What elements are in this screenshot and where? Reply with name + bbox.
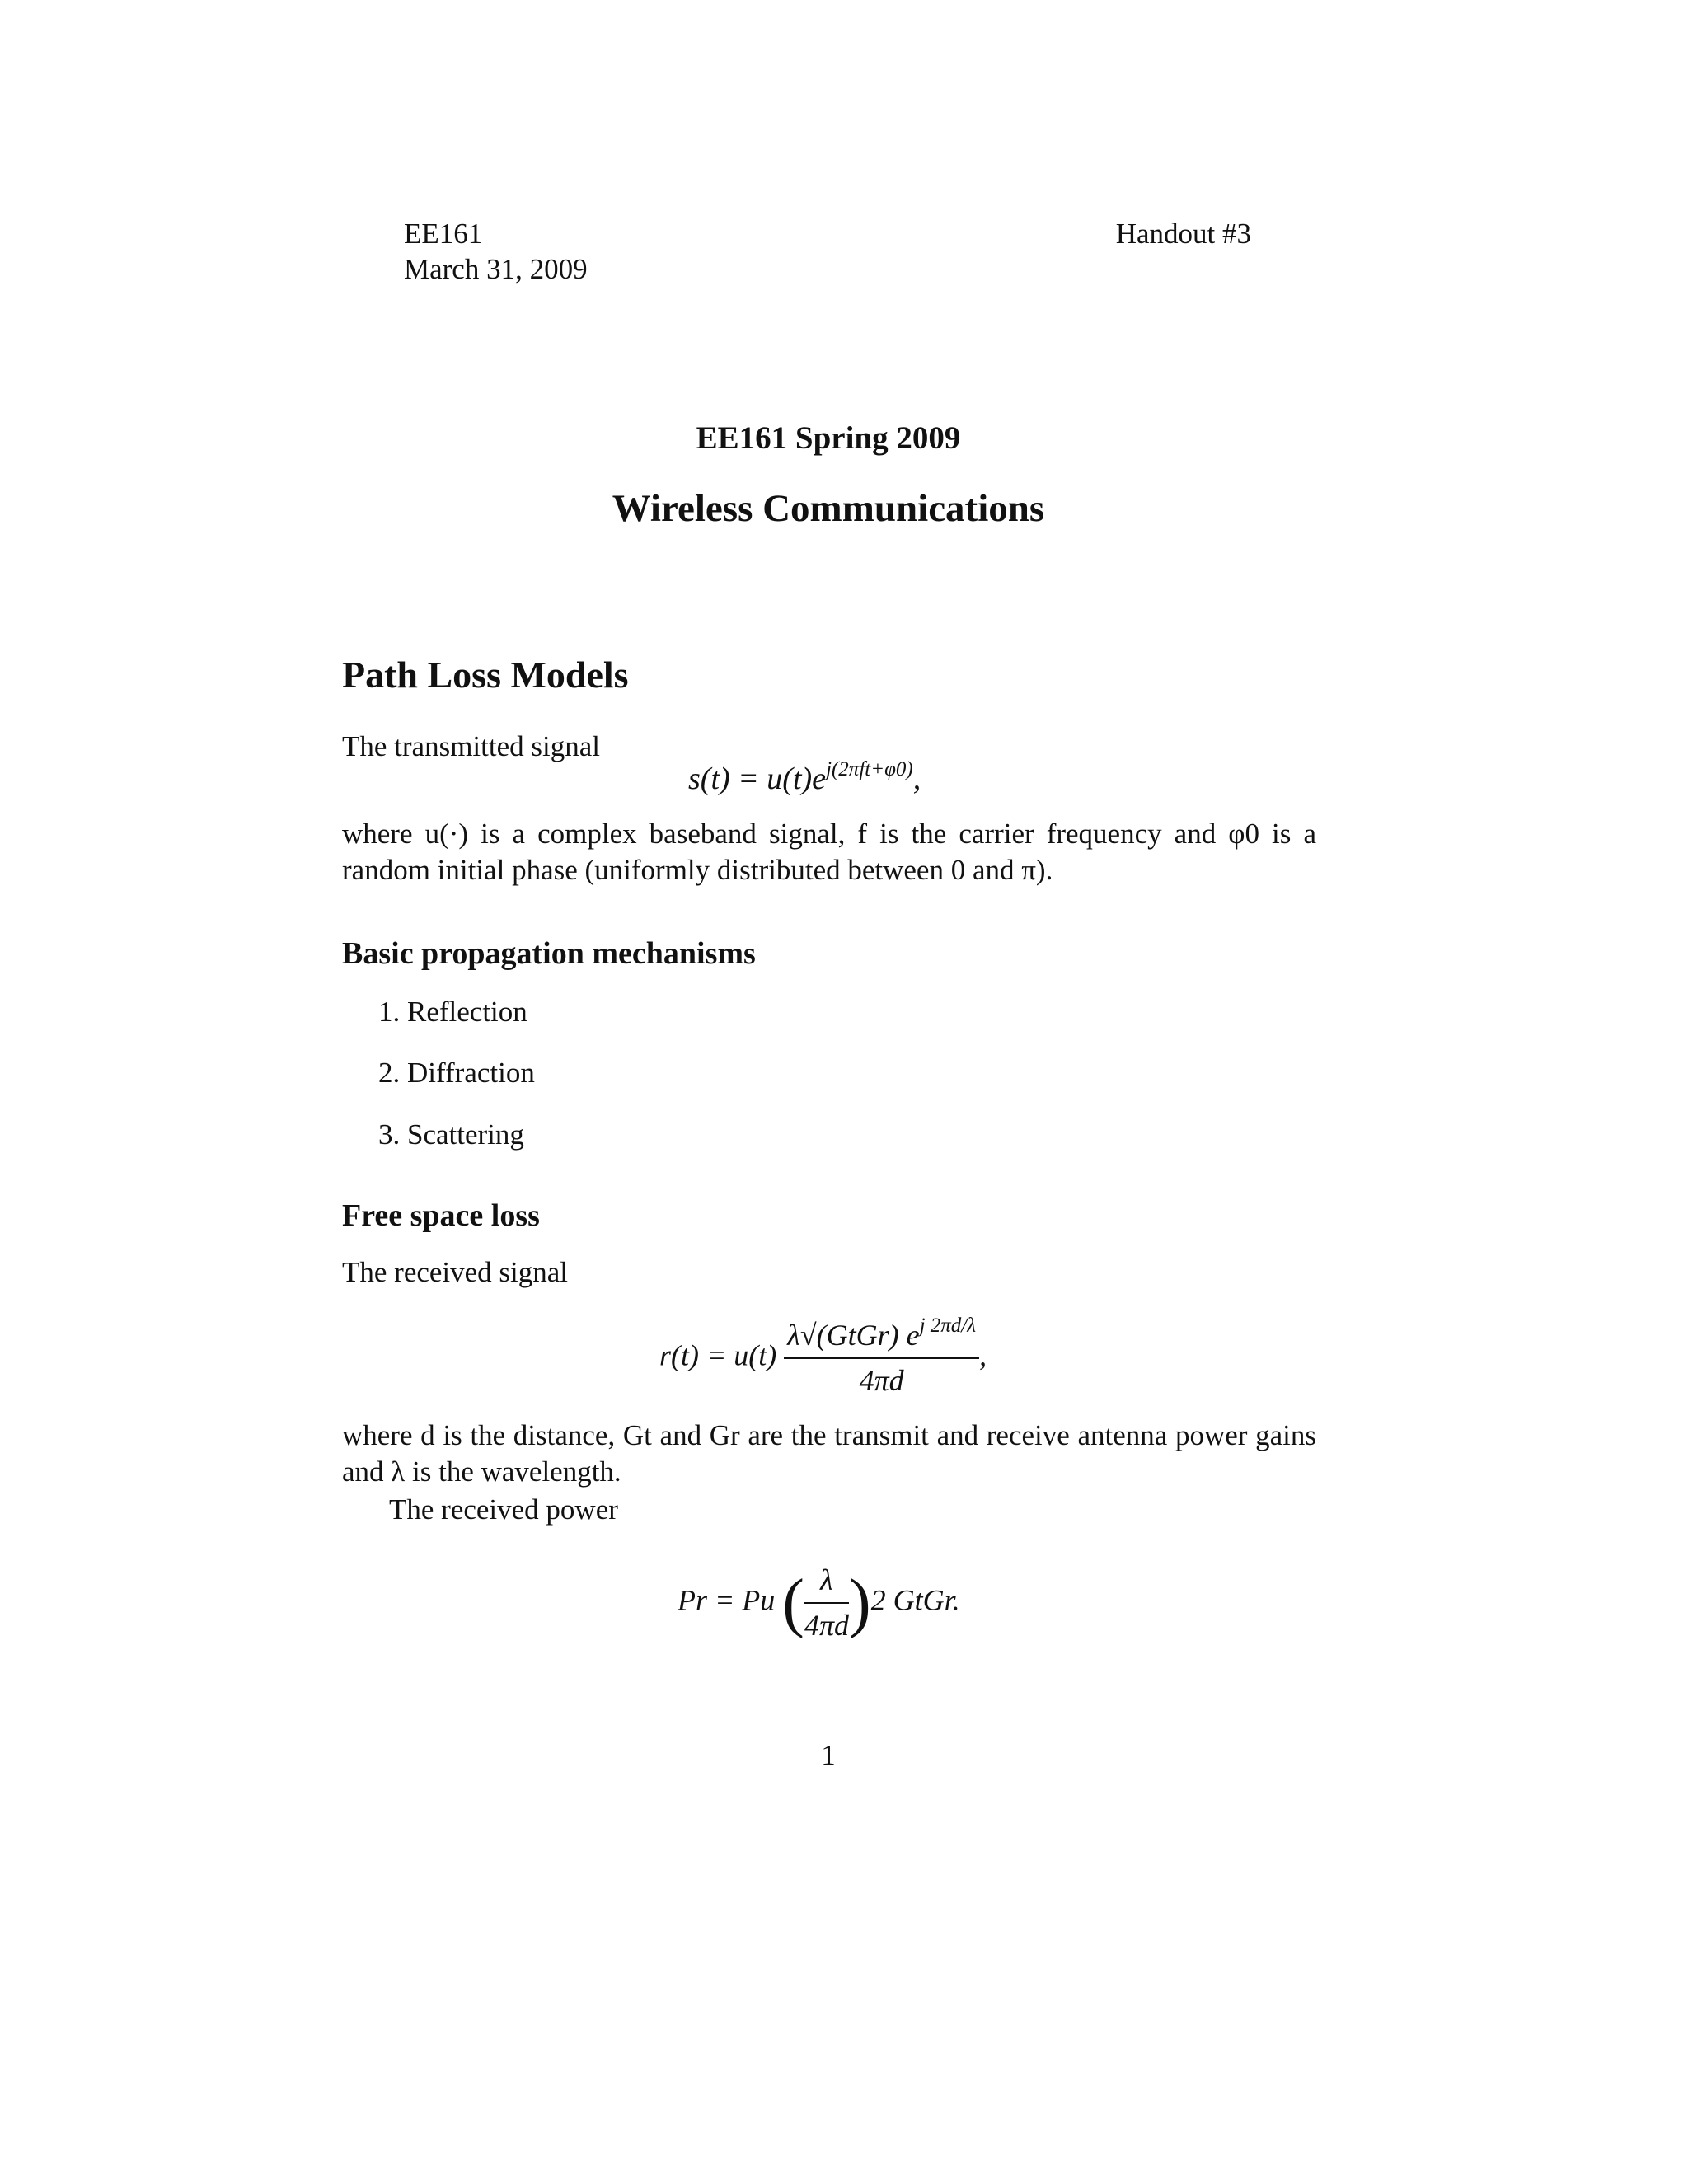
eq2-numerator-text: λ√(GtGr) e	[787, 1319, 920, 1352]
section-heading: Path Loss Models	[342, 654, 629, 696]
list-item: 2. Diffraction	[378, 1057, 535, 1089]
eq3-numerator: λ	[804, 1562, 849, 1604]
eq1-exponent: j(2πft+φ0)	[826, 758, 913, 780]
equation-received-power	[678, 1562, 960, 1644]
list-item: 1. Reflection	[378, 996, 528, 1028]
paragraph-signal-definition: where u(·) is a complex baseband signal, f is the carrier frequency and φ0 is a random initial phase (uniformly distributed between 0 and π).	[342, 818, 1316, 886]
eq2-tail: ,	[979, 1338, 987, 1372]
right-paren-glyph: )	[848, 1567, 871, 1639]
paragraph-received-signal-definition: where d is the distance, Gt and Gr are the transmit and receive antenna power gains and λ is the wavelength.	[342, 1419, 1316, 1488]
eq2-exponent: j 2πd/λ	[919, 1315, 977, 1337]
eq3-denominator: 4πd	[804, 1609, 849, 1642]
eq2-numerator	[784, 1317, 979, 1359]
course-title: EE161 Spring 2009	[696, 420, 961, 456]
eq3-fraction	[804, 1562, 849, 1644]
eq3-tail: GtGr.	[893, 1583, 960, 1617]
eq1-tail: ,	[912, 762, 921, 796]
eq3-power: 2	[870, 1583, 886, 1617]
subsection-heading-free-space: Free space loss	[342, 1198, 540, 1233]
left-paren-glyph: (	[782, 1567, 804, 1639]
eq2-denominator: 4πd	[859, 1364, 904, 1397]
eq2-lhs: r(t) = u(t)	[659, 1338, 777, 1372]
eq1-lhs: s(t) = u(t)e	[688, 762, 827, 796]
intro-text: The transmitted signal	[342, 730, 600, 762]
list-item: 3. Scattering	[378, 1118, 524, 1151]
received-power-intro: The received power	[389, 1493, 618, 1526]
handout-date: March 31, 2009	[404, 253, 588, 285]
page-number: 1	[821, 1739, 836, 1771]
handout-number: Handout #3	[1115, 218, 1251, 250]
equation-received-signal	[659, 1317, 987, 1399]
equation-transmitted-signal	[688, 760, 921, 799]
course-code: EE161	[404, 218, 483, 250]
eq3-lhs: Pr = Pu	[678, 1583, 776, 1617]
subsection-heading-propagation: Basic propagation mechanisms	[342, 936, 756, 971]
eq2-fraction	[784, 1317, 979, 1399]
document-title: Wireless Communications	[612, 487, 1045, 530]
received-signal-intro: The received signal	[342, 1256, 569, 1288]
